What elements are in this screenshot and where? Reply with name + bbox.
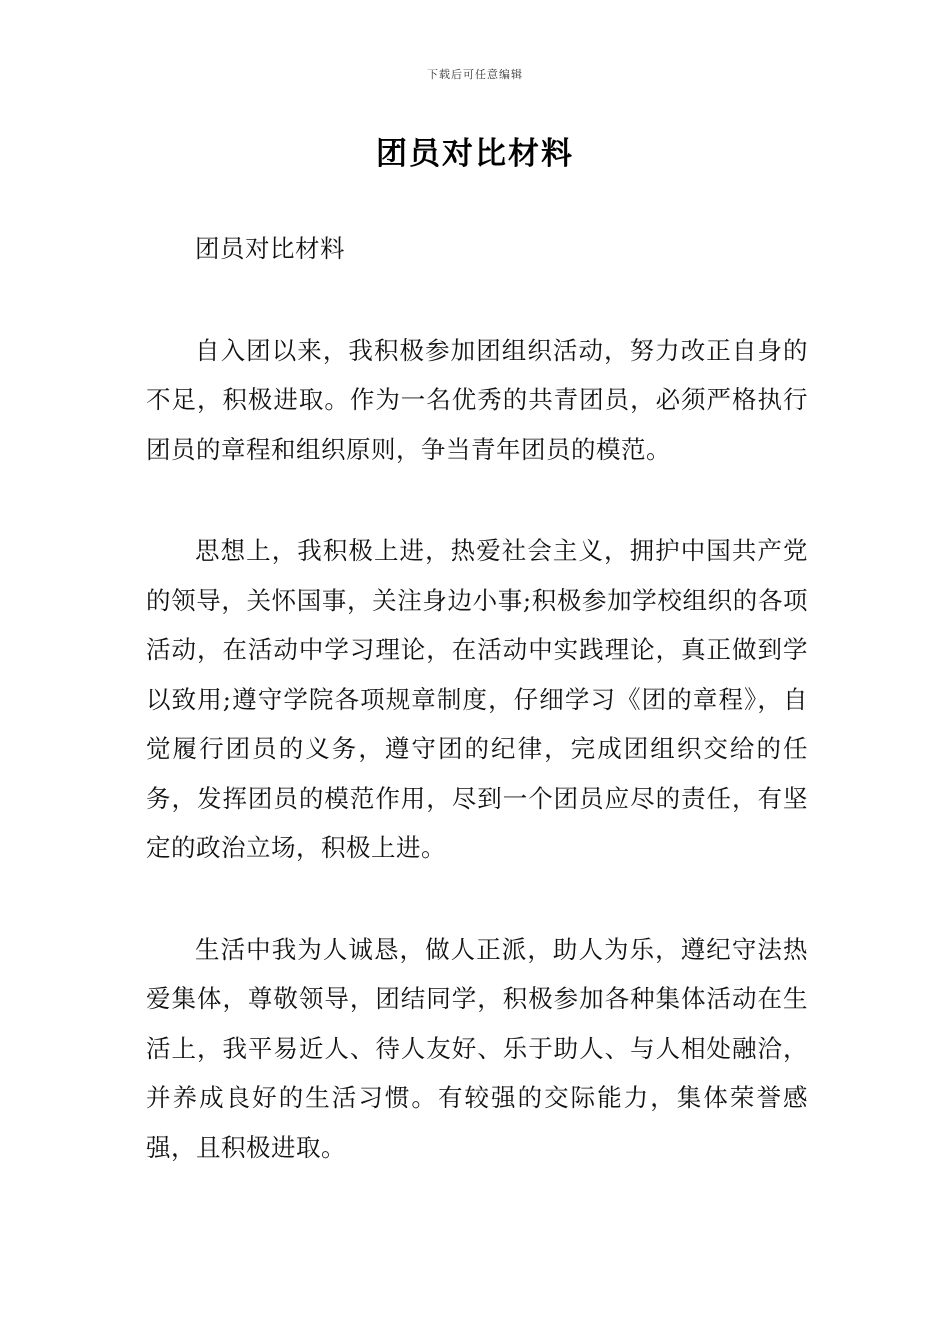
document-body <box>146 224 808 1224</box>
paragraph-ideology: 思想上，我积极上进，热爱社会主义，拥护中国共产党的领导，关怀国事，关注身边小事;积极参加学校组织的各项活动，在活动中学习理论，在活动中实践理论，真正做到学以致用;遵守学院各项规章制度，仔细学习《团的章程》，自觉履行团员的义务，遵守团的纪律，完成团组织交给的任务，发挥团员的模范作用，尽到一个团员应尽的责任，有坚定的政治立场，积极上进。 <box>146 536 808 862</box>
header-note: 下载后可任意编辑 <box>427 68 523 81</box>
document-title: 团员对比材料 <box>376 136 574 172</box>
paragraph-intro: 自入团以来，我积极参加团组织活动，努力改正自身的不足，积极进取。作为一名优秀的共青团员，必须严格执行团员的章程和组织原则，争当青年团员的模范。 <box>146 335 808 464</box>
document-subtitle: 团员对比材料 <box>195 234 345 263</box>
paragraph-life: 生活中我为人诚恳，做人正派，助人为乐，遵纪守法热爱集体，尊敬领导，团结同学，积极参加各种集体活动在生活上，我平易近人、待人友好、乐于助人、与人相处融洽，并养成良好的生活习惯。有较强的交际能力，集体荣誉感强，且积极进取。 <box>146 934 808 1162</box>
